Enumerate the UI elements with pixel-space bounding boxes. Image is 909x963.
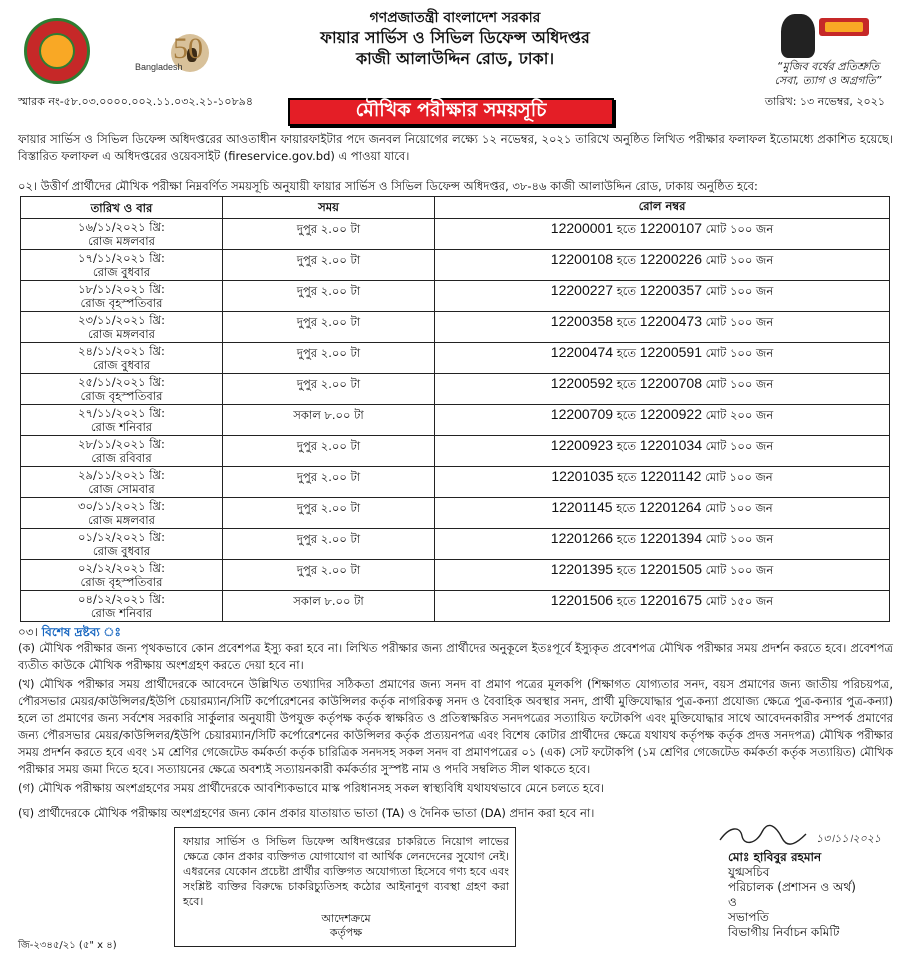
roll-count: মোট ১০০ জন (705, 253, 774, 267)
row-date: ০৪/১২/২০২১ খ্রি: (78, 592, 165, 606)
roll-from: 12201395 (550, 561, 614, 577)
notice-title: মৌখিক পরীক্ষার সময়সূচি (288, 98, 614, 126)
letterhead (0, 0, 909, 100)
intro-paragraph: ফায়ার সার্ভিস ও সিভিল ডিফেন্স অধিদপ্তরের আওতাধীন ফায়ারফাইটার পদে জনবল নিয়োগের লক্ষ্যে ১২ নভেম্বর, ২০২১ তারিখে অনুষ্ঠিত লিখিত পরীক্ষার ফলাফল ইতোমধ্যে প্রকাশিত হয়েছে। বিস্তারিত ফলাফল এ অধিদপ্তরের ওয়েবসাইট (fireservice.gov.bd) এ পাওয়া যাবে। (18, 132, 893, 163)
row-date: ১৮/১১/২০২১ খ্রি: (78, 282, 165, 296)
roll-count: মোট ১০০ জন (705, 532, 774, 546)
section-2-text: ০২। উত্তীর্ণ প্রার্থীদের মৌখিক পরীক্ষা নিম্নবর্ণিত সময়সূচি অনুযায়ী ফায়ার সার্ভিস ও সিভিল ডিফেন্স অধিদপ্তর, ৩৮-৪৬ কাজী আলাউদ্দিন রোড, ঢাকায় অনুষ্ঠিত হবে: (18, 179, 758, 193)
row-date-cell (21, 281, 223, 312)
roll-to: 12201034 (639, 437, 702, 453)
roll-to: 12200922 (639, 406, 702, 422)
roll-from: 12201506 (550, 592, 614, 608)
roll-to: 12201394 (639, 530, 702, 546)
row-day: রোজ শনিবার (90, 420, 153, 434)
table-row (21, 281, 890, 312)
roll-from: 12200001 (550, 220, 614, 236)
note-ka: (ক) মৌখিক পরীক্ষার জন্য পৃথকভাবে কোন প্রবেশপত্র ইস্যু করা হবে না। লিখিত পরীক্ষার জন্য প্রার্থীদের অনুকূলে ইতঃপূর্বে ইস্যুকৃত প্রবেশপত্র মৌখিক পরীক্ষার সময় প্রদর্শন করতে হবে। প্রবেশপত্র ব্যতীত কাউকে মৌখিক পরীক্ষায় অংশগ্রহণ করতে দেয়া হবে না। (18, 641, 893, 672)
print-code: জি-২৩৪৫/২১ (৫" x ৪) (18, 940, 117, 951)
note-ga: (গ) মৌখিক পরীক্ষায় অংশগ্রহণের সময় প্রার্থীদেরকে আবশ্যিকভাবে মাস্ক পরিধানসহ সকল স্বাস্থ্যবিধি যথাযথভাবে মেনে চলতে হবে। (18, 781, 605, 795)
row-day: রোজ বুধবার (92, 265, 151, 279)
header-roll: রোল নম্বর (435, 197, 890, 219)
roll-from: 12200709 (550, 406, 614, 422)
department-name: ফায়ার সার্ভিস ও সিভিল ডিফেন্স অধিদপ্তর (320, 28, 590, 47)
row-date-cell (21, 498, 223, 529)
row-day: রোজ রবিবার (91, 451, 152, 465)
roll-count: মোট ১০০ জন (705, 222, 774, 236)
roll-to: 12201505 (639, 561, 702, 577)
row-time: সকাল ৮.০০ টা (223, 405, 435, 436)
row-date: ২৮/১১/২০২১ খ্রি: (78, 437, 165, 451)
roll-range-word: হতে (616, 346, 637, 360)
signer-and: ও (728, 895, 737, 909)
table-row (21, 312, 890, 343)
table-row (21, 529, 890, 560)
row-day: রোজ মঙ্গলবার (88, 327, 155, 341)
order-block: আদেশক্রমে কর্তৃপক্ষ (321, 912, 371, 939)
row-day: রোজ মঙ্গলবার (88, 234, 155, 248)
row-time: দুপুর ২.০০ টা (223, 467, 435, 498)
row-time: দুপুর ২.০০ টা (223, 219, 435, 250)
schedule-table (20, 196, 890, 622)
roll-from: 12201145 (551, 499, 613, 515)
row-time: দুপুর ২.০০ টা (223, 498, 435, 529)
row-day: রোজ বৃহস্পতিবার (80, 389, 163, 403)
row-roll-range (435, 219, 890, 250)
roll-from: 12200474 (550, 344, 614, 360)
roll-range-word: হতে (616, 501, 636, 515)
signer-title-4: বিভাগীয় নির্বাচন কমিটি (728, 925, 840, 939)
row-roll-range (435, 250, 890, 281)
roll-to: 12201142 (640, 468, 702, 484)
row-time: দুপুর ২.০০ টা (223, 250, 435, 281)
roll-count: মোট ১০০ জন (705, 563, 774, 577)
row-date-cell (21, 560, 223, 591)
row-roll-range (435, 374, 890, 405)
row-date: ১৭/১১/২০২১ খ্রি: (78, 251, 165, 265)
roll-to: 12200226 (639, 251, 702, 267)
table-row (21, 219, 890, 250)
row-date-cell (21, 529, 223, 560)
table-row (21, 250, 890, 281)
roll-count: মোট ২০০ জন (705, 408, 774, 422)
row-date: ২৫/১১/২০২১ খ্রি: (78, 375, 165, 389)
row-date: ০২/১২/২০২১ খ্রি: (78, 561, 165, 575)
row-roll-range (435, 529, 890, 560)
row-roll-range (435, 436, 890, 467)
table-row (21, 498, 890, 529)
row-date-cell (21, 591, 223, 622)
roll-count: মোট ১০০ জন (705, 501, 773, 515)
row-roll-range (435, 281, 890, 312)
row-date-cell (21, 312, 223, 343)
roll-count: মোট ১০০ জন (705, 439, 774, 453)
roll-from: 12201035 (551, 468, 614, 484)
roll-count: মোট ১০০ জন (705, 315, 774, 329)
roll-to: 12200591 (639, 344, 702, 360)
roll-count: মোট ১০০ জন (705, 346, 774, 360)
notice-date: তারিখ: ১৩ নভেম্বর, ২০২১ (764, 95, 885, 108)
row-date: ০১/১২/২০২১ খ্রি: (78, 530, 165, 544)
signature-date: ১৩।১১।২০২১ (816, 832, 882, 845)
roll-count: মোট ১০০ জন (705, 377, 774, 391)
memo-number: স্মারক নং-৫৮.০৩.০০০০.০০২.১১.০৩২.২১-১০৮৯৪ (18, 95, 253, 108)
row-roll-range (435, 498, 890, 529)
row-roll-range (435, 591, 890, 622)
mujib-year-logo (781, 14, 877, 62)
roll-range-word: হতে (616, 315, 637, 329)
row-day: রোজ বুধবার (92, 544, 151, 558)
row-time: দুপুর ২.০০ টা (223, 529, 435, 560)
row-day: রোজ মঙ্গলবার (88, 513, 155, 527)
roll-range-word: হতে (616, 532, 637, 546)
header-date: তারিখ ও বার (21, 197, 223, 219)
table-row (21, 343, 890, 374)
table-row (21, 405, 890, 436)
table-header-row (21, 197, 890, 219)
row-day: রোজ সোমবার (88, 482, 155, 496)
signer-title-1: যুগ্মসচিব (728, 865, 770, 879)
table-row (21, 467, 890, 498)
roll-from: 12200227 (550, 282, 614, 298)
notes-heading: ০৩। বিশেষ দ্রষ্টব্য ঃ (18, 625, 121, 639)
signer-title-3: সভাপতি (728, 910, 769, 924)
row-date-cell (21, 343, 223, 374)
row-day: রোজ বুধবার (92, 358, 151, 372)
slogan: “মুজিব বর্ষের প্রতিশ্রুতি সেবা, ত্যাগ ও অগ্রগতি” (774, 60, 882, 87)
row-roll-range (435, 405, 890, 436)
department-address: কাজী আলাউদ্দিন রোড, ঢাকা। (355, 49, 555, 68)
row-time: দুপুর ২.০০ টা (223, 281, 435, 312)
row-roll-range (435, 560, 890, 591)
row-time: দুপুর ২.০০ টা (223, 374, 435, 405)
roll-from: 12200592 (550, 375, 614, 391)
table-row (21, 560, 890, 591)
roll-range-word: হতে (616, 284, 637, 298)
roll-count: মোট ১৫০ জন (705, 594, 774, 608)
roll-from: 12200923 (550, 437, 614, 453)
row-date: ২৭/১১/২০২১ খ্রি: (78, 406, 165, 420)
logo-text: Bangladesh (135, 62, 183, 72)
fire-service-emblem-icon (24, 18, 90, 84)
row-roll-range (435, 343, 890, 374)
table-row (21, 436, 890, 467)
roll-range-word: হতে (616, 594, 637, 608)
row-date-cell (21, 436, 223, 467)
roll-to: 12200107 (639, 220, 702, 236)
signer-block (728, 850, 856, 940)
logo-number: 50 (173, 32, 203, 65)
roll-count: মোট ১০০ জন (705, 470, 773, 484)
roll-to: 12201264 (639, 499, 702, 515)
roll-range-word: হতে (616, 439, 637, 453)
warning-box (174, 827, 516, 947)
row-date: ২৩/১১/২০২১ খ্রি: (78, 313, 165, 327)
row-date-cell (21, 374, 223, 405)
signer-name: মোঃ হাবিবুর রহমান (728, 850, 822, 864)
roll-to: 12201675 (639, 592, 702, 608)
note-kha: (খ) মৌখিক পরীক্ষার সময় প্রার্থীদেরকে আবেদনে উল্লিখিত তথ্যাদির সঠিকতা প্রমাণের জন্য সনদ বা প্রমাণ পত্রের মূলকপি (শিক্ষাগত যোগ্যতার সনদ, বয়স প্রমাণের জন্য জাতীয় পরিচয়পত্র, পৌরসভার মেয়র/কাউন্সিলর/ইউপি চেয়ারম্যান/সিটি কর্পোরেশনের কাউন্সিলর কর্তৃক নাগরিকত্ব সনদ ও বৈবাহিক অবস্থার সনদ, প্রার্থী মুক্তিযোদ্ধার পুত্র-কন্যা প্রযোজ্য ক্ষেত্রে পুত্র-কন্যার পুত্র-কন্যা) হলে তা প্রমাণের জন্য সর্বশেষ সরকারি সার্কুলার অনুযায়ী উপযুক্ত কর্তৃপক্ষ কর্তৃক স্বাক্ষরিত ও প্রতিস্বাক্ষরিত সনদপত্রের সত্যায়িত ফটোকপি এবং মুক্তিযোদ্ধার সাথে আবেদনকারীর সম্পর্ক প্রমাণের জন্য পৌরসভার মেয়র/কাউন্সিলর/ইউপি চেয়ারম্যান/সিটি কর্পোরেশনের কাউন্সিলর কর্তৃক প্রত্যয়নপত্র এবং বিশেষ কোটার প্রার্থীদের ক্ষেত্রে যথাযথ কর্তৃপক্ষ কর্তৃক প্রদত্ত সনদপত্র) মৌখিক পরীক্ষার সময় প্রদর্শন করতে হবে এবং ১ম শ্রেণির গেজেটেড কর্মকর্তা কর্তৃক চারিত্রিক সনদসহ সকল সনদ বা প্রমাণপত্রের ০১ (এক) সেট ফটোকপি (১ম শ্রেণির গেজেটেড কর্মকর্তা কর্তৃক সত্যায়িত) মৌখিক পরীক্ষার সময় জমা দিতে হবে। সত্যায়নের ক্ষেত্রে অবশ্যই সত্যায়নকারী কর্মকর্তার সুস্পষ্ট নাম ও পদবি সম্বলিত সীল থাকতে হবে। (18, 677, 893, 776)
roll-from: 12200108 (550, 251, 614, 267)
row-time: দুপুর ২.০০ টা (223, 560, 435, 591)
row-day: রোজ বৃহস্পতিবার (80, 296, 163, 310)
row-time: দুপুর ২.০০ টা (223, 343, 435, 374)
row-day: রোজ শনিবার (90, 606, 153, 620)
signer-title-2: পরিচালক (প্রশাসন ও অর্থ) (728, 880, 856, 894)
mujib-borsho-mark-icon (819, 18, 869, 36)
roll-to: 12200357 (639, 282, 702, 298)
roll-from: 12200358 (550, 313, 614, 329)
row-date-cell (21, 219, 223, 250)
roll-range-word: হতে (616, 408, 637, 422)
row-time: দুপুর ২.০০ টা (223, 436, 435, 467)
header-time: সময় (223, 197, 435, 219)
roll-to: 12200473 (639, 313, 702, 329)
roll-range-word: হতে (616, 222, 637, 236)
roll-range-word: হতে (616, 253, 637, 267)
row-date: ২৪/১১/২০২১ খ্রি: (78, 344, 165, 358)
row-date: ৩০/১১/২০২১ খ্রি: (78, 499, 165, 513)
table-row (21, 374, 890, 405)
roll-from: 12201266 (550, 530, 614, 546)
row-date: ১৬/১১/২০২১ খ্রি: (78, 220, 165, 234)
row-date-cell (21, 405, 223, 436)
row-roll-range (435, 312, 890, 343)
row-roll-range (435, 467, 890, 498)
note-gha: (ঘ) প্রার্থীদেরকে মৌখিক পরীক্ষায় অংশগ্রহণের জন্য কোন প্রকার যাতায়াত ভাতা (TA) ও দৈনিক ভাতা (DA) প্রদান করা হবে না। (18, 806, 595, 820)
row-time: সকাল ৮.০০ টা (223, 591, 435, 622)
bangladesh-50-logo (135, 32, 211, 84)
portrait-icon (781, 14, 815, 58)
government-name: গণপ্রজাতন্ত্রী বাংলাদেশ সরকার (369, 10, 541, 26)
row-time: দুপুর ২.০০ টা (223, 312, 435, 343)
warning-text: ফায়ার সার্ভিস ও সিভিল ডিফেন্স অধিদপ্তরের চাকরিতে নিয়োগ লাভের ক্ষেত্রে কোন প্রকার ব্যক্তিগত যোগাযোগ বা আর্থিক লেনদেনের সুযোগ নেই। এধরনের যেকোন প্রচেষ্টা প্রার্থীর ব্যক্তিগত অযোগ্যতা হিসেবে গণ্য হবে এবং সংশ্লিষ্ট ব্যক্তির বিরুদ্ধে চাকরিচ্যুতিসহ কঠোর আইনানুগ ব্যবস্থা গ্রহণ করা হবে। (183, 835, 509, 908)
table-row (21, 591, 890, 622)
row-date-cell (21, 467, 223, 498)
roll-range-word: হতে (617, 470, 637, 484)
row-date: ২৯/১১/২০২১ খ্রি: (78, 468, 165, 482)
roll-count: মোট ১০০ জন (705, 284, 774, 298)
row-day: রোজ বৃহস্পতিবার (80, 575, 163, 589)
roll-to: 12200708 (639, 375, 702, 391)
roll-range-word: হতে (616, 563, 637, 577)
row-date-cell (21, 250, 223, 281)
roll-range-word: হতে (616, 377, 637, 391)
